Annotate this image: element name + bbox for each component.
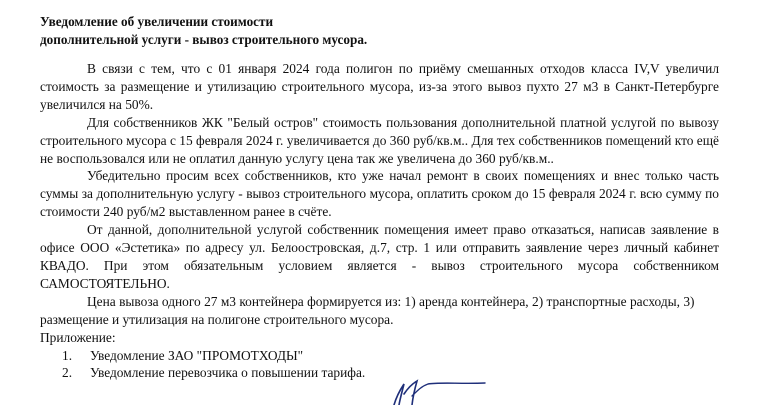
appendix-item <box>40 347 719 365</box>
paragraph-refusal: От данной, дополнительной услугой собственник помещения имеет право отказаться, написав заявление в офисе ООО «Эстетика» по адресу ул. Белоостровская, д.7, стр. 1 или отправить заявление через личный кабинет КВАДО. При этом обязательным условием является - вывоз строительного мусора собственником САМОСТОЯТЕЛЬНО. <box>40 222 719 291</box>
appendix-item-text: Уведомление перевозчика о повышении тарифа. <box>90 365 366 381</box>
signature-icon <box>380 372 500 405</box>
appendix-item-number: 1. <box>62 347 73 363</box>
paragraph-price-increase: В связи с тем, что с 01 января 2024 года полигон по приёму смешанных отходов класса IV,V увеличил стоимость за размещение и утилизацию строительного мусора, из-за этого вывоз пухто 27 м3 в Санкт-Петербурге увеличился на 50%. <box>40 61 719 112</box>
paragraph-price-composition: Цена вывоза одного 27 м3 контейнера формируется из: 1) аренда контейнера, 2) транспортные расходы, 3) размещение и утилизация на полигоне строительного мусора. <box>40 293 695 327</box>
appendix-item-text: Уведомление ЗАО "ПРОМОТХОДЫ" <box>90 347 304 363</box>
title-line-1: Уведомление об увеличении стоимости <box>40 14 274 29</box>
document-body <box>40 60 719 382</box>
title-line-2: дополнительной услуги - вывоз строительного мусора. <box>40 31 368 47</box>
appendix-label: Приложение: <box>40 329 116 345</box>
paragraph-belyi-ostrov: Для собственников ЖК "Белый остров" стоимость пользования дополнительной платной услугой по вывозу строительного мусора с 15 февраля 2024 г. увеличивается до 360 руб/кв.м.. Для тех собственников помещений кто ещё не воспользовался или не оплатил данную услугу цена так же увеличена до 360 руб/кв.м.. <box>40 114 719 166</box>
appendix-item-number: 2. <box>62 365 73 381</box>
document-title <box>40 13 640 48</box>
paragraph-payment-request: Убедительно просим всех собственников, кто уже начал ремонт в своих помещениях и внес только часть суммы за дополнительную услугу - вывоз строительного мусора, оплатить сроком до 15 февраля 2024 г. всю сумму по стоимости 240 руб/м2 выставленном ранее в счёте. <box>40 168 719 220</box>
